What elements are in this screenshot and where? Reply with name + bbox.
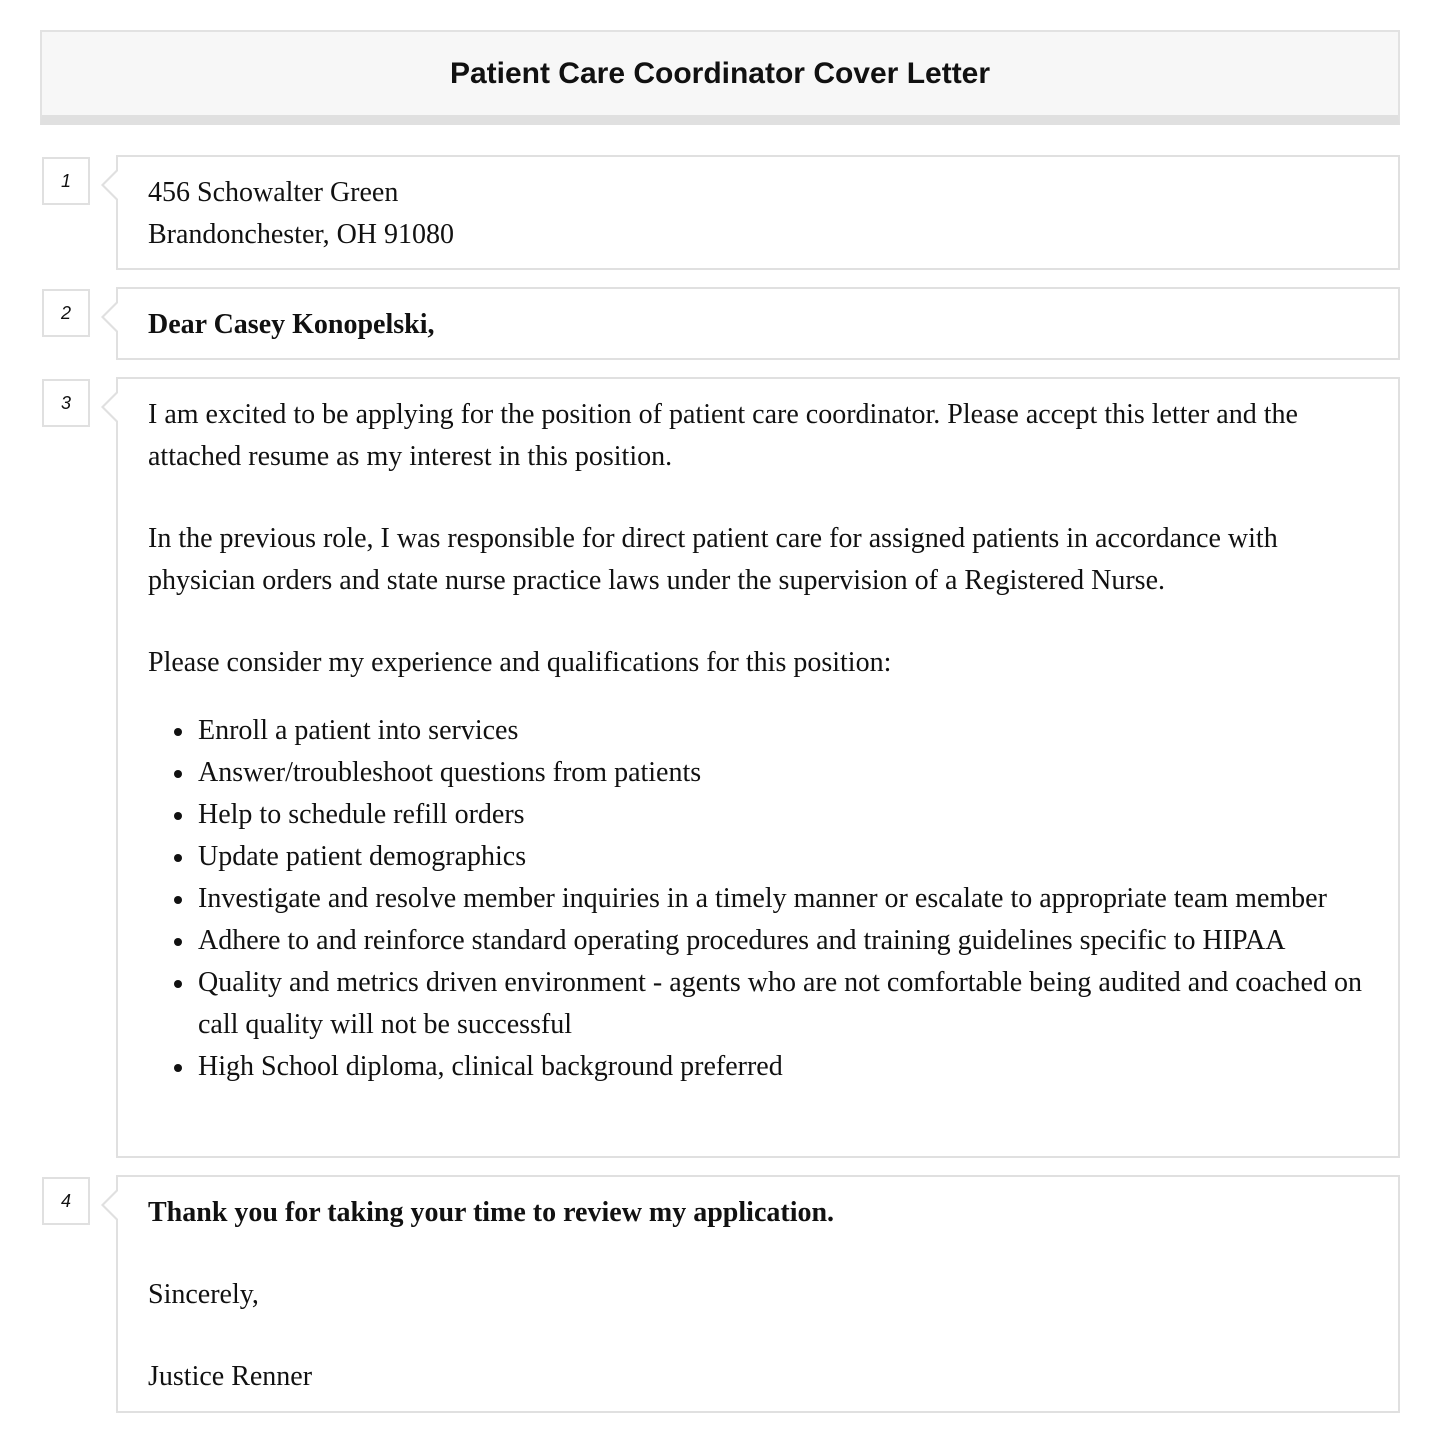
list-item: High School diploma, clinical background preferred bbox=[168, 1046, 1368, 1088]
list-item: Update patient demographics bbox=[168, 836, 1368, 878]
address-line-2: Brandonchester, OH 91080 bbox=[148, 219, 455, 250]
list-item: Adhere to and reinforce standard operating procedures and training guidelines specific to HIPAA bbox=[168, 920, 1368, 962]
experience-paragraph: In the previous role, I was responsible for direct patient care for assigned patients in accordance with physician orders and state nurse practice laws under the supervision of a Registered Nurse. bbox=[148, 523, 1278, 596]
list-item: Investigate and resolve member inquiries in a timely manner or escalate to appropriate team member bbox=[168, 878, 1368, 920]
list-item: Enroll a patient into services bbox=[168, 710, 1368, 752]
list-item: Quality and metrics driven environment - agents who are not comfortable being audited and coached on call quality will not be successful bbox=[168, 962, 1368, 1046]
address-line-1: 456 Schowalter Green bbox=[148, 177, 399, 208]
closing-section bbox=[116, 1175, 1400, 1413]
section-number-badge: 1 bbox=[42, 157, 90, 205]
list-item: Answer/troubleshoot questions from patients bbox=[168, 752, 1368, 794]
section-number-badge: 2 bbox=[42, 289, 90, 337]
greeting-section bbox=[116, 287, 1400, 360]
list-item: Help to schedule refill orders bbox=[168, 794, 1368, 836]
page-title: Patient Care Coordinator Cover Letter bbox=[449, 56, 991, 90]
signature-name: Justice Renner bbox=[148, 1361, 313, 1392]
document-header bbox=[40, 30, 1400, 125]
closing-text: Sincerely, bbox=[148, 1279, 259, 1310]
body-section bbox=[116, 377, 1400, 1158]
thank-you-text: Thank you for taking your time to review my application. bbox=[148, 1197, 835, 1228]
section-number-badge: 4 bbox=[42, 1177, 90, 1225]
section-number-badge: 3 bbox=[42, 379, 90, 427]
greeting-text: Dear Casey Konopelski, bbox=[148, 309, 435, 340]
qualifications-intro: Please consider my experience and qualifications for this position: bbox=[148, 647, 892, 678]
address-section bbox=[116, 155, 1400, 270]
qualifications-list bbox=[168, 710, 1368, 1088]
intro-paragraph: I am excited to be applying for the position of patient care coordinator. Please accept this letter and the attached resume as my interest in this position. bbox=[148, 399, 1298, 472]
